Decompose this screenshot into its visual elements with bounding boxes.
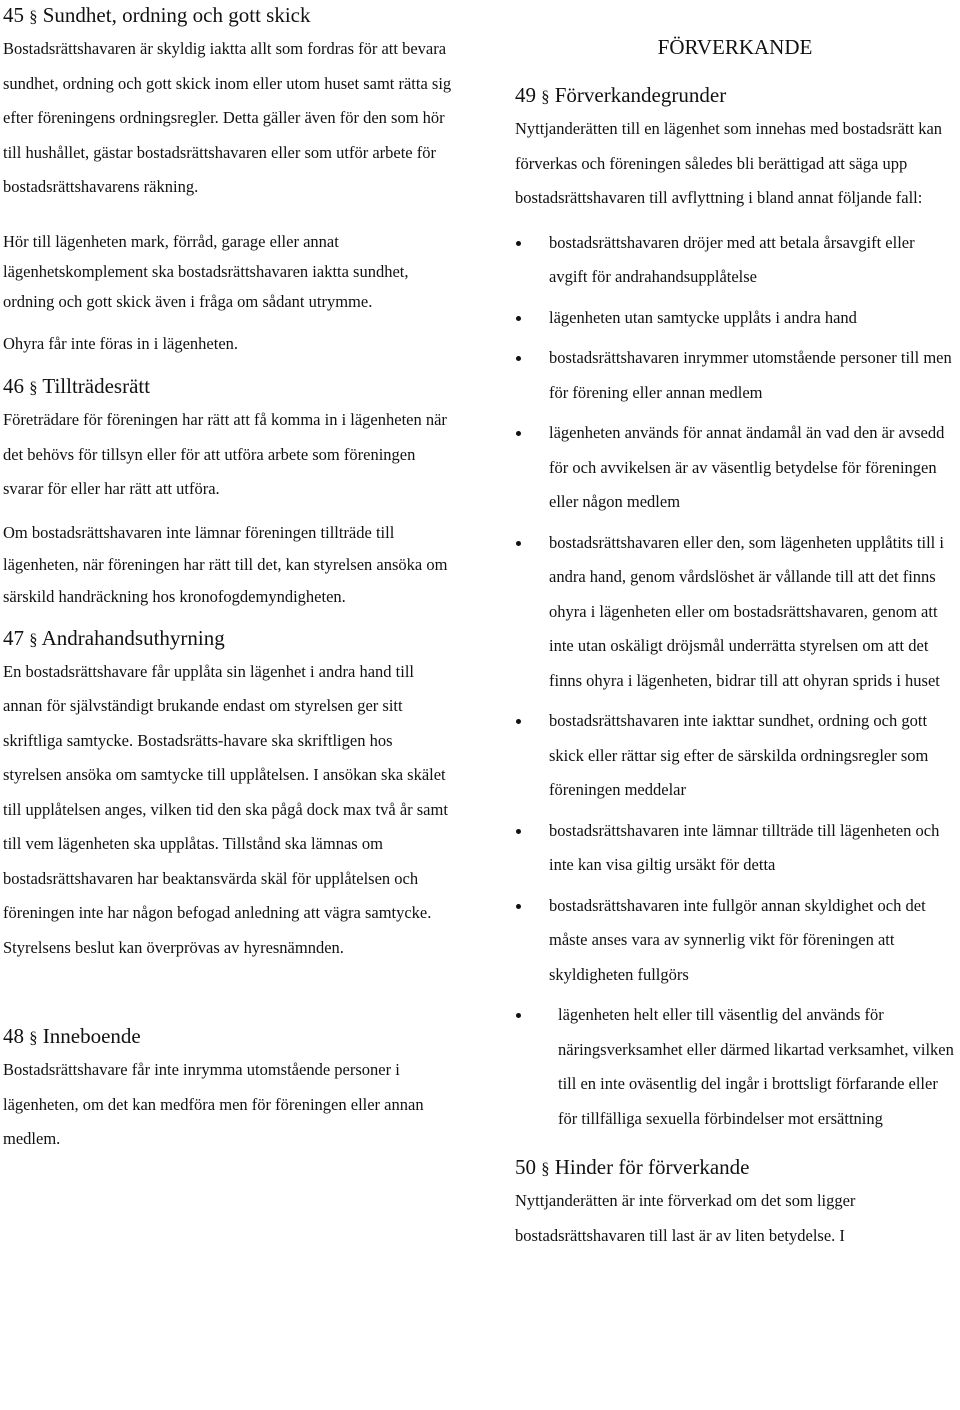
section-48-heading: 48 § Inneboende: [3, 1024, 141, 1048]
section-45-paragraph-3: Ohyra får inte föras in i lägenheten.: [3, 333, 239, 353]
bullet-icon: [516, 316, 521, 321]
bullet-icon: [516, 904, 521, 909]
list-item: bostadsrättshavaren inrymmer utomstående personer till men för förening eller annan medlem: [515, 341, 955, 410]
section-48-paragraph-1: Bostadsrättshavare får inte inrymma utomstående personer i lägenheten, om det kan medföra men för föreningen eller annan medlem.: [3, 1060, 424, 1148]
list-item: lägenheten helt eller till väsentlig del används för näringsverksamhet eller därmed likartad verksamhet, vilken till en inte oväsentlig del ingår i brottsligt förfarande eller för tillfälliga sexuella förbindelser mot ersättning: [515, 998, 955, 1136]
bullet-icon: [516, 829, 521, 834]
bullet-icon: [516, 241, 521, 246]
section-47-heading: 47 § Andrahandsuthyrning: [3, 625, 225, 650]
list-item: bostadsrättshavaren dröjer med att betala årsavgift eller avgift för andrahandsupplåtelse: [515, 226, 955, 295]
bullet-icon: [516, 541, 521, 546]
list-item: bostadsrättshavaren inte iakttar sundhet, ordning och gott skick eller rättar sig efter de särskilda ordningsregler som föreningen meddelar: [515, 704, 955, 808]
section-sign-icon: §: [29, 1028, 38, 1047]
bullet-icon: [516, 431, 521, 436]
left-column: [3, 0, 453, 1157]
bullet-icon: [516, 1013, 521, 1018]
bullet-icon: [516, 356, 521, 361]
list-item: lägenheten utan samtycke upplåts i andra hand: [515, 301, 955, 336]
bullet-icon: [516, 719, 521, 724]
section-47-paragraph-1: En bostadsrättshavare får upplåta sin lägenhet i andra hand till annan för självständigt brukande endast om styrelsen ger sitt skriftliga samtycke. Bostadsrätts-havare ska skriftligen hos styrelsen ansöka om samtycke till upplåtelsen. I ansökan ska skälet till upplåtelsen anges, vilken tid den ska pågå dock max två år samt till vem lägenheten ska upplåtas. Tillstånd ska lämnas om bostadsrättshavaren har beaktansvärda skäl för upplåtelsen och föreningen inte har någon befogad anledning att vägra samtycke. Styrelsens beslut kan överprövas av hyresnämnden.: [3, 661, 448, 957]
section-49-heading: 49 § Förverkandegrunder: [515, 83, 727, 107]
section-sign-icon: §: [541, 1159, 550, 1178]
list-item: bostadsrättshavaren eller den, som lägenheten upplåtits till i andra hand, genom vårdslöshet är vållande till att det finns ohyra i lägenheten eller om bostadsrättshavaren, genom att inte utan oskäligt dröjsmål underrätta styrelsen om att det finns ohyra i lägenheten, bidrar till att ohyran sprids i huset: [515, 526, 955, 699]
section-45-heading: 45 § Sundhet, ordning och gott skick: [3, 3, 311, 27]
forfeiture-grounds-list: [515, 226, 955, 1137]
list-item: lägenheten används för annat ändamål än vad den är avsedd för och avvikelsen är av väsentlig betydelse för föreningen eller någon medlem: [515, 416, 955, 520]
section-sign-icon: §: [29, 7, 38, 26]
list-item: bostadsrättshavaren inte fullgör annan skyldighet och det måste anses vara av synnerlig vikt för föreningen att skyldigheten fullgörs: [515, 889, 955, 993]
list-item: bostadsrättshavaren inte lämnar tillträde till lägenheten och inte kan visa giltig ursäkt för detta: [515, 814, 955, 883]
section-50-heading: 50 § Hinder för förverkande: [515, 1155, 750, 1179]
section-46-paragraph-1: Företrädare för föreningen har rätt att få komma in i lägenheten när det behövs för tillsyn eller för att utföra arbete som föreningen svarar för eller har rätt att utföra.: [3, 410, 447, 498]
section-sign-icon: §: [29, 629, 38, 649]
section-45-paragraph-2: Hör till lägenheten mark, förråd, garage eller annat lägenhetskomplement ska bostadsrättshavaren iaktta sundhet, ordning och gott skick även i fråga om sådant utrymme.: [3, 231, 409, 311]
section-sign-icon: §: [541, 87, 550, 106]
right-column: [515, 32, 955, 1253]
section-46-heading: 46 § Tillträdesrätt: [3, 374, 151, 398]
section-50-paragraph-1: Nyttjanderätten är inte förverkad om det som ligger bostadsrättshavaren till last är av liten betydelse. I: [515, 1191, 856, 1245]
section-45-paragraph-1: Bostadsrättshavaren är skyldig iaktta allt som fordras för att bevara sundhet, ordning och gott skick inom eller utom huset samt rätta sig efter föreningens ordningsregler. Detta gäller även för den som hör till hushållet, gästar bostadsrättshavaren eller som utför arbete för bostadsrättshavarens räkning.: [3, 39, 452, 196]
chapter-heading: FÖRVERKANDE: [657, 35, 813, 59]
section-49-intro: Nyttjanderätten till en lägenhet som innehas med bostadsrätt kan förverkas och föreningen således bli berättigad att säga upp bostadsrättshavaren till avflyttning i bland annat följande fall:: [515, 119, 943, 207]
section-sign-icon: §: [29, 378, 38, 397]
section-46-paragraph-2: Om bostadsrättshavaren inte lämnar föreningen tillträde till lägenheten, när föreningen har rätt till det, kan styrelsen ansöka om särskild handräckning hos kronofogdemyndigheten.: [3, 522, 448, 606]
